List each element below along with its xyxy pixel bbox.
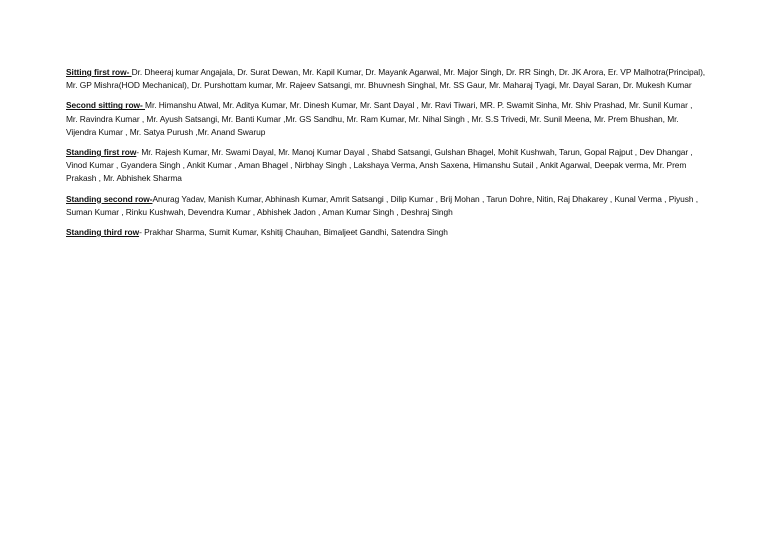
row-label: Standing second row-	[66, 193, 153, 204]
row-names: - Prakhar Sharma, Sumit Kumar, Kshitij Chauhan, Bimaljeet Gandhi, Satendra Singh	[139, 227, 448, 238]
row-names: - Mr. Rajesh Kumar, Mr. Swami Dayal, Mr. Manoj Kumar Dayal , Shabd Satsangi, Gulshan Bhagel, Mohit Kushwah, Tarun, Gopal Rajput , Dev Dhangar , Vinod Kumar , Gyandera Singh , Ankit Kumar , Aman Bhagel , Nirbhay Singh , Lakshaya Verma, Ansh Saxena, Himanshu Sutail , Ankit Agarwal, Deepak verma, Mr. Prem Prakash , Mr. Abhishek Sharma	[66, 147, 693, 184]
row-names: Anurag Yadav, Manish Kumar, Abhinash Kumar, Amrit Satsangi , Dilip Kumar , Brij Mohan , Tarun Dohre, Nitin, Raj Dhakarey , Kunal Verma , Piyush , Suman Kumar , Rinku Kushwah, Devendra Kumar , Abhishek Jadon , Aman Kumar Singh , Deshraj Singh	[66, 193, 699, 217]
row-names: Mr. Himanshu Atwal, Mr. Aditya Kumar, Mr. Dinesh Kumar, Mr. Sant Dayal , Mr. Ravi Tiwari, MR. P. Swamit Sinha, Mr. Shiv Prashad, Mr. Sunil Kumar , Mr. Ravindra Kumar , Mr. Ayush Satsangi, Mr. Banti Kumar ,Mr. GS Sandhu, Mr. Ram Kumar, Mr. Nihal Singh , Mr. S.S Trivedi, Mr. Sunil Meena, Mr. Prem Bhushan, Mr. Vijendra Kumar , Mr. Satya Purush ,Mr. Anand Swarup	[66, 100, 693, 137]
row-label: Sitting first row-	[66, 67, 132, 77]
paragraph-standing-first-row	[66, 146, 706, 186]
row-label: Standing first row	[66, 147, 137, 158]
document-body	[66, 66, 706, 246]
paragraph-second-sitting-row	[66, 99, 706, 139]
paragraph-standing-second-row	[66, 193, 706, 219]
paragraph-standing-third-row	[66, 226, 706, 239]
row-label: Second sitting row-	[66, 100, 146, 111]
row-names: Dr. Dheeraj kumar Angajala, Dr. Surat Dewan, Mr. Kapil Kumar, Dr. Mayank Agarwal, Mr. Major Singh, Dr. RR Singh, Dr. JK Arora, Er. VP Malhotra(Principal), Mr. GP Mishra(HOD Mechanical), Dr. Purshottam kumar, Mr. Rajeev Satsangi, mr. Bhuvnesh Singhal, Mr. SS Gaur, Mr. Maharaj Tyagi, Mr. Dayal Saran, Dr. Mukesh Kumar	[66, 67, 706, 91]
row-label: Standing third row	[66, 227, 140, 238]
paragraph-sitting-first-row	[66, 66, 706, 92]
